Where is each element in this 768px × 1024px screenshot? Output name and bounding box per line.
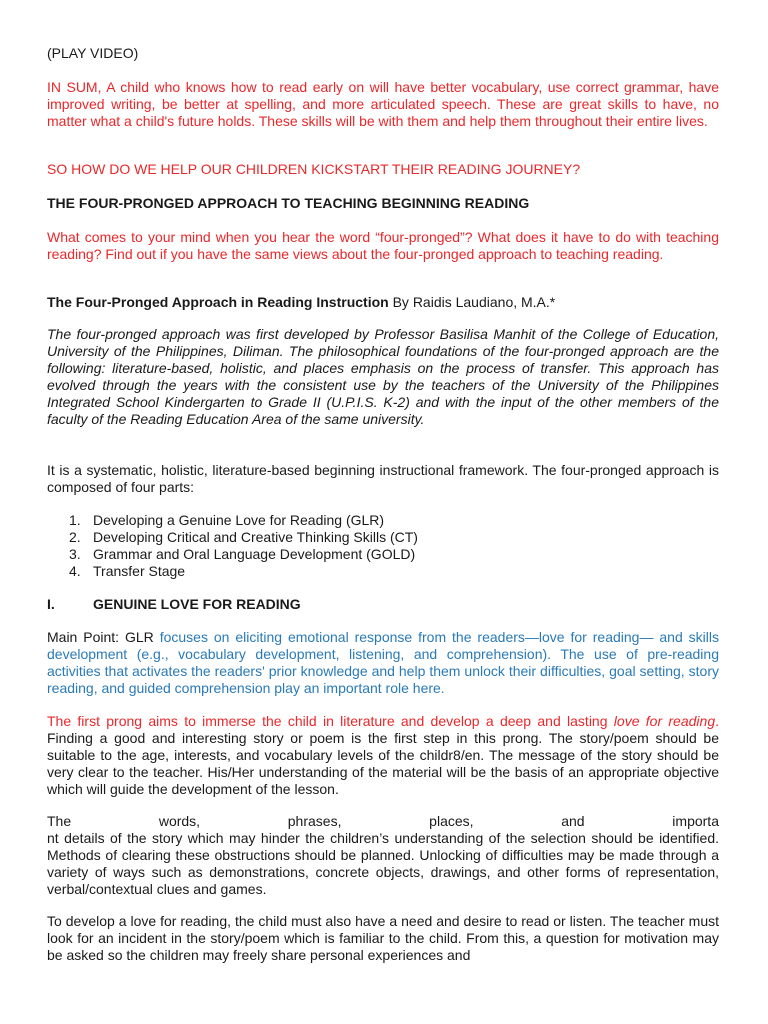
list-item — [47, 512, 719, 529]
parts-list — [47, 512, 719, 580]
question-heading: SO HOW DO WE HELP OUR CHILDREN KICKSTART THEIR READING JOURNEY? — [47, 161, 581, 177]
word: importa — [672, 813, 719, 829]
section-title: GENUINE LOVE FOR READING — [93, 596, 301, 612]
obstructions-first-line — [47, 813, 719, 830]
list-item — [47, 529, 719, 546]
word: words, — [158, 813, 201, 829]
framework-paragraph: It is a systematic, holistic, literature-based beginning instructional framework. The four-pronged approach is composed of four parts: — [47, 462, 719, 495]
main-point-text: focuses on eliciting emotional response from the readers—love for reading— and skills development (e.g., vocabulary development, listening, and comprehension). The use of pre-reading activities that activates the readers' prior knowledge and help them unlock their difficulties, goal setting, story reading, and guided comprehension play an important role here. — [47, 629, 719, 696]
section-number: I. — [47, 596, 55, 612]
in-sum-paragraph: IN SUM, A child who knows how to read early on will have better vocabulary, use correct grammar, have improved writing, be better at spelling, and more articulated speech. These are great skills to have, no matter what a child's future holds. These skills will be with them and help them throughout their entire lives. — [47, 79, 719, 129]
motivation-paragraph: To develop a love for reading, the child must also have a need and desire to read or listen. The teacher must look for an incident in the story/poem which is familiar to the child. From this, a question for motivation may be asked so the children may freely share personal experiences and — [47, 913, 719, 963]
first-prong-emphasis: love for reading — [613, 713, 716, 729]
history-paragraph: The four-pronged approach was first developed by Professor Basilisa Manhit of the College of Education, University of the Philippines, Diliman. The philosophical foundations of the four-pronged approach are the following: literature-based, holistic, and places emphasis on the process of transfer. This approach has evolved through the years with the consistent use by the teachers of the University of the Philippines Integrated School Kindergarten to Grade II (U.P.I.S. K-2) and with the input of the other members of the faculty of the Reading Education Area of the same university. — [47, 326, 719, 427]
main-point-paragraph — [47, 629, 719, 697]
section-heading — [47, 596, 719, 613]
list-number: 3. — [69, 546, 81, 562]
word: places, — [429, 813, 474, 829]
list-label: Transfer Stage — [93, 563, 186, 579]
main-point-lead: Main Point: GLR — [47, 629, 154, 645]
obstructions-paragraph — [47, 813, 719, 898]
list-label: Developing Critical and Creative Thinking Skills (CT) — [93, 529, 418, 545]
first-prong-red-c: . — [715, 713, 719, 729]
article-heading — [47, 294, 719, 311]
first-prong-red-a: The first prong aims to immerse the child in literature and develop a deep and lasting — [47, 713, 614, 729]
word: and — [561, 813, 585, 829]
list-item — [47, 546, 719, 563]
intro-question-paragraph: What comes to your mind when you hear the word “four-pronged”? What does it have to do with teaching reading? Find out if you have the same views about the four-pronged approach to teaching reading. — [47, 229, 719, 262]
article-byline: By Raidis Laudiano, M.A.* — [388, 294, 556, 310]
word: phrases, — [287, 813, 342, 829]
play-video-note: (PLAY VIDEO) — [47, 45, 139, 61]
article-title: The Four-Pronged Approach in Reading Instruction — [47, 294, 389, 310]
main-heading: THE FOUR-PRONGED APPROACH TO TEACHING BEGINNING READING — [47, 195, 530, 211]
list-item — [47, 563, 719, 580]
list-number: 4. — [69, 563, 81, 579]
first-prong-paragraph — [47, 713, 719, 798]
first-prong-body: Finding a good and interesting story or poem is the first step in this prong. The story/poem should be suitable to the age, interests, and vocabulary levels of the childr8/en. The message of the story should be very clear to the teacher. His/Her understanding of the material will be the basis of an appropriate objective which will guide the development of the lesson. — [47, 730, 719, 797]
list-label: Developing a Genuine Love for Reading (GLR) — [93, 512, 385, 528]
list-number: 1. — [69, 512, 81, 528]
list-number: 2. — [69, 529, 81, 545]
word: The — [47, 813, 72, 829]
list-label: Grammar and Oral Language Development (GOLD) — [93, 546, 416, 562]
obstructions-rest: nt details of the story which may hinder the children’s understanding of the selection should be identified. Methods of clearing these obstructions should be planned. Unlocking of difficulties may be made through a variety of ways such as demonstrations, concrete objects, drawings, and other forms of representation, verbal/contextual clues and games. — [47, 830, 719, 897]
